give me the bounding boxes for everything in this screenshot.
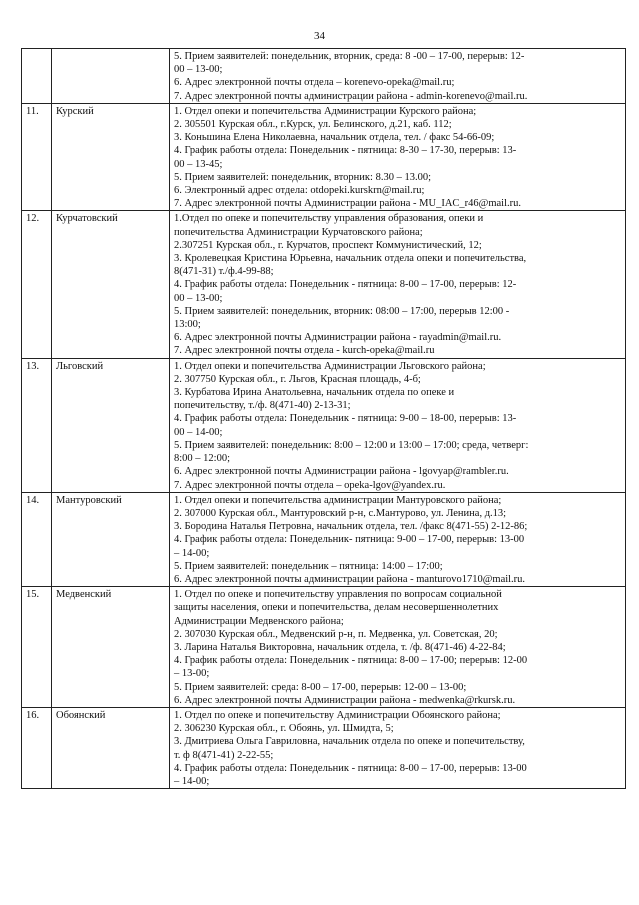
detail-line: 4. График работы отдела: Понедельник - пятница: 8-00 – 17-00, перерыв: 12- — [174, 279, 517, 291]
district-name: Курчатовский — [52, 211, 170, 358]
district-details — [170, 211, 626, 358]
detail-line: 5. Прием заявителей: понедельник, вторник, среда: 8 -00 – 17-00, перерыв: 12- — [174, 51, 525, 62]
detail-line: 4. График работы отдела: Понедельник - пятница: 8-00 – 17-00, перерыв: 13-00 — [174, 762, 527, 774]
row-number — [22, 49, 52, 104]
detail-line: 13:00; — [174, 319, 201, 331]
detail-line: 3. Курбатова Ирина Анатольевна, начальник отдела по опеке и — [174, 387, 455, 399]
district-details — [170, 103, 626, 211]
detail-line: 6. Адрес электронной почты Администрации района - lgovyap@rambler.ru. — [174, 466, 509, 478]
detail-line: 8:00 – 12:00; — [174, 453, 231, 465]
district-name: Мантуровский — [52, 492, 170, 586]
row-number: 11. — [22, 103, 52, 211]
row-number: 13. — [22, 358, 52, 492]
detail-line: 2. 307030 Курская обл., Медвенский р-н, п. Медвенка, ул. Советская, 20; — [174, 628, 498, 640]
detail-line: 3. Коньшина Елена Николаевна, начальник отдела, тел. / факс 54-66-09; — [174, 132, 495, 144]
detail-line: 5. Прием заявителей: понедельник: 8:00 – 12:00 и 13:00 – 17:00; среда, четверг: — [174, 439, 529, 451]
detail-line: 5. Прием заявителей: среда: 8-00 – 17-00, перерыв: 12-00 – 13-00; — [174, 681, 467, 693]
detail-line: 1. Отдел опеки и попечительства Администрации Курского района; — [174, 105, 477, 117]
table-row — [22, 358, 626, 492]
detail-line: 4. График работы отдела: Понедельник - пятница: 9-00 – 18-00, перерыв: 13- — [174, 413, 517, 425]
detail-line: 5. Прием заявителей: понедельник, вторник: 8.30 – 13.00; — [174, 171, 431, 183]
detail-line: 3. Бородина Наталья Петровна, начальник отдела, тел. /факс 8(471-55) 2-12-86; — [174, 521, 528, 533]
table-row — [22, 587, 626, 708]
detail-line: 2. 306230 Курская обл., г. Обоянь, ул. Шмидта, 5; — [174, 723, 394, 735]
district-details — [170, 587, 626, 708]
detail-line: 2. 307000 Курская обл., Мантуровский р-н, с.Мантурово, ул. Ленина, д.13; — [174, 507, 507, 519]
detail-line: 00 – 13-00; — [174, 292, 223, 304]
detail-line: 2. 305501 Курская обл., г.Курск, ул. Белинского, д.21, каб. 112; — [174, 119, 452, 131]
detail-line: 3. Дмитриева Ольга Гавриловна, начальник отдела по опеке и попечительству, — [174, 736, 525, 748]
detail-line: 1. Отдел по опеке и попечительству управления по вопросам социальной — [174, 589, 502, 601]
district-name — [52, 49, 170, 104]
detail-line: 3. Кролевецкая Кристина Юрьевна, начальник отдела опеки и попечительства, — [174, 253, 527, 265]
row-number: 12. — [22, 211, 52, 358]
detail-line: попечительству, т./ф. 8(471-40) 2-13-31; — [174, 400, 351, 412]
detail-line: 5. Прием заявителей: понедельник, вторник: 08:00 – 17:00, перерыв 12:00 - — [174, 305, 510, 317]
detail-line: 5. Прием заявителей: понедельник – пятница: 14:00 – 17:00; — [174, 560, 443, 572]
detail-line: 8(471-31) т./ф.4-99-88; — [174, 266, 274, 278]
detail-line: – 14-00; — [174, 547, 210, 559]
row-number: 14. — [22, 492, 52, 586]
detail-line: 7. Адрес электронной почты администрации района - admin-korenevo@mail.ru. — [174, 90, 528, 102]
detail-line: 00 – 13-45; — [174, 158, 223, 170]
district-details — [170, 492, 626, 586]
detail-line: – 13-00; — [174, 668, 210, 680]
detail-line: защиты населения, опеки и попечительства, делам несовершеннолетних — [174, 602, 499, 614]
district-name: Медвенский — [52, 587, 170, 708]
table-row — [22, 707, 626, 788]
detail-line: 4. График работы отдела: Понедельник - пятница: 8-00 – 17-00; перерыв: 12-00 — [174, 655, 528, 667]
detail-line: т. ф 8(471-41) 2-22-55; — [174, 749, 274, 761]
district-details — [170, 358, 626, 492]
table-row — [22, 492, 626, 586]
table-row — [22, 103, 626, 211]
detail-line: 6. Адрес электронной почты администрации района - manturovo1710@mail.ru. — [174, 573, 526, 585]
page-number: 34 — [314, 30, 325, 42]
district-name: Льговский — [52, 358, 170, 492]
row-number: 16. — [22, 707, 52, 788]
district-details — [170, 707, 626, 788]
detail-line: 6. Адрес электронной почты Администрации района - medwenka@rkursk.ru. — [174, 694, 516, 706]
detail-line: 4. График работы отдела: Понедельник - пятница: 8-30 – 17-30, перерыв: 13- — [174, 145, 517, 157]
detail-line: 6. Адрес электронной почты Администрации района - rayadmin@mail.ru. — [174, 332, 502, 344]
detail-line: 7. Адрес электронной почты отдела - kurch-opeka@mail.ru — [174, 345, 435, 357]
detail-line: 6. Электронный адрес отдела: otdopeki.kurskrn@mail.ru; — [174, 185, 425, 197]
detail-line: 1. Отдел опеки и попечительства Администрации Льговского района; — [174, 360, 486, 372]
detail-line: 1. Отдел опеки и попечительства администрации Мантуровского района; — [174, 494, 502, 506]
guardianship-offices-table — [21, 48, 626, 789]
detail-line: 3. Ларина Наталья Викторовна, начальник отдела, т. /ф. 8(471-46) 4-22-84; — [174, 641, 506, 653]
detail-line: 1. Отдел по опеке и попечительству Администрации Обоянского района; — [174, 709, 501, 721]
detail-line: 6. Адрес электронной почты отдела – korenevo-opeka@mail.ru; — [174, 77, 455, 89]
district-name: Курский — [52, 103, 170, 211]
detail-line: 2.307251 Курская обл., г. Курчатов, проспект Коммунистический, 12; — [174, 239, 482, 251]
table-row — [22, 211, 626, 358]
detail-line: 00 – 14-00; — [174, 426, 223, 438]
row-number: 15. — [22, 587, 52, 708]
detail-line: Администрации Медвенского района; — [174, 615, 344, 627]
detail-line: 00 – 13-00; — [174, 64, 223, 76]
detail-line: попечительства Администрации Курчатовского района; — [174, 226, 423, 238]
detail-line: 7. Адрес электронной почты отдела – opeka-lgov@yandex.ru. — [174, 479, 446, 491]
table-body — [22, 49, 626, 789]
district-name: Обоянский — [52, 707, 170, 788]
district-details — [170, 49, 626, 104]
detail-line: 7. Адрес электронной почты Администрации района - MU_IAC_r46@mail.ru. — [174, 198, 521, 210]
detail-line: 2. 307750 Курская обл., г. Льгов, Красная площадь, 4-б; — [174, 373, 421, 385]
table-row — [22, 49, 626, 104]
detail-line: 1.Отдел по опеке и попечительству управления образования, опеки и — [174, 213, 484, 225]
detail-line: – 14-00; — [174, 775, 210, 787]
detail-line: 4. График работы отдела: Понедельник- пятница: 9-00 – 17-00, перерыв: 13-00 — [174, 534, 525, 546]
